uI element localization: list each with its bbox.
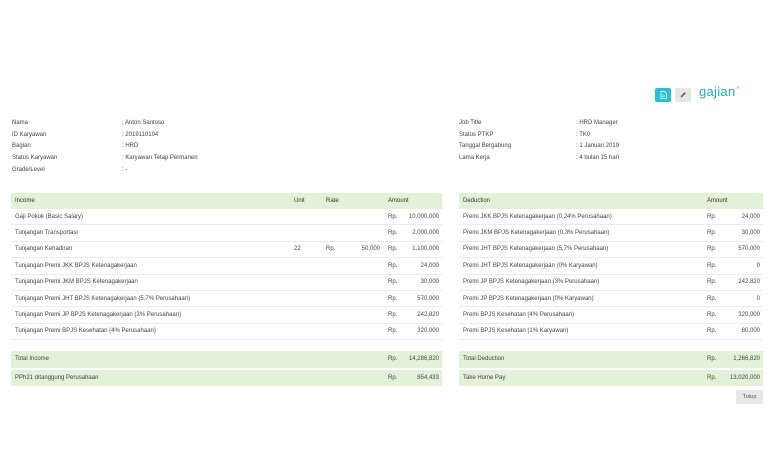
info-row — [459, 117, 619, 129]
info-label: Lama Kerja — [459, 155, 490, 162]
amount-currency: Rp. — [388, 262, 398, 269]
info-row — [12, 141, 198, 153]
income-item-amount — [386, 246, 442, 252]
amount-value: 24,000 — [420, 262, 439, 269]
amount-value: 570,000 — [738, 246, 760, 253]
income-item-amount — [386, 279, 442, 285]
income-item-amount — [386, 328, 442, 334]
info-label: Status Karyawan — [12, 155, 58, 162]
employee-info-right — [459, 117, 619, 164]
income-item-unit: 22 — [294, 246, 301, 253]
income-col-unit: Unit — [294, 198, 305, 204]
income-total-row — [11, 351, 442, 368]
income-item-name: Tunjangan Premi JHT BPJS Ketenagakerjaan (5,7% Perusahaan) — [15, 295, 191, 302]
amount-value: 320,000 — [417, 328, 439, 335]
info-row — [459, 141, 619, 153]
deduction-row — [459, 225, 763, 241]
amount-currency: Rp. — [388, 295, 398, 302]
income-item-amount — [386, 214, 442, 220]
amount-value: 30,000 — [420, 279, 439, 286]
deduction-item-amount — [705, 214, 763, 220]
amount-value: 1,100,000 — [412, 246, 439, 253]
income-item-amount — [386, 296, 442, 302]
amount-value: 80,000 — [741, 328, 760, 335]
amount-value: 854,433 — [417, 374, 439, 381]
amount-value: 242,820 — [738, 279, 760, 286]
total-label: Total Deduction — [463, 356, 505, 363]
deduction-col-amount: Amount — [707, 198, 728, 204]
amount-value: 242,820 — [417, 312, 439, 319]
income-item-amount — [386, 263, 442, 269]
amount-currency: Rp. — [707, 356, 717, 363]
deduction-row — [459, 258, 763, 274]
amount-currency: Rp. — [388, 213, 398, 220]
income-row — [11, 225, 442, 241]
deduction-header-row — [459, 193, 763, 209]
amount-value: 570,000 — [417, 295, 439, 302]
income-item-name: Tunjangan Premi JKK BPJS Ketenagakerjaan — [15, 262, 137, 269]
income-item-name: Tunjangan Transportasi — [15, 230, 78, 237]
deduction-item-name: Premi JP BPJS Ketenagakerjaan (0% Karyawan) — [463, 295, 594, 302]
income-item-rate — [326, 246, 386, 252]
info-label: ID Karyawan — [12, 131, 47, 138]
deduction-item-amount — [705, 246, 763, 252]
amount-currency: Rp. — [707, 246, 717, 253]
income-item-name: Tunjangan Premi BPJS Kesehatan (4% Perusahaan) — [15, 328, 156, 335]
amount-currency: Rp. — [707, 213, 717, 220]
amount-value: 14,286,820 — [408, 356, 439, 363]
income-item-name: Gaji Pokok (Basic Salary) — [15, 213, 84, 220]
total-label: Total Income — [15, 356, 50, 363]
income-header-row — [11, 193, 442, 209]
amount-currency: Rp. — [707, 312, 717, 319]
income-col-name: Income — [15, 198, 35, 204]
pencil-icon[interactable] — [675, 88, 691, 102]
deduction-row — [459, 291, 763, 307]
deduction-item-amount — [705, 230, 763, 236]
info-value: : HRD Manager — [576, 119, 618, 126]
income-item-amount — [386, 230, 442, 236]
rate-value: 50,000 — [361, 246, 380, 253]
deduction-row — [459, 209, 763, 225]
income-item-name: Tunjangan Kehadiran — [15, 246, 73, 253]
deduction-total-row — [459, 351, 763, 368]
deduction-row — [459, 307, 763, 323]
employee-info-left — [12, 117, 198, 176]
income-col-amount: Amount — [388, 198, 409, 204]
info-value: : - — [122, 167, 128, 174]
total-label: Take Home Pay — [463, 374, 506, 381]
amount-value: 0 — [756, 262, 760, 269]
amount-currency: Rp. — [707, 328, 717, 335]
info-value: : Karyawan Tetap Permanen — [122, 155, 198, 162]
brand-logo — [699, 84, 740, 99]
info-value: : HRD — [122, 143, 139, 150]
amount-currency: Rp. — [707, 295, 717, 302]
deduction-item-name: Premi BPJS Kesehatan (4% Perusahaan) — [463, 312, 575, 319]
amount-currency: Rp. — [388, 312, 398, 319]
amount-value: 0 — [756, 295, 760, 302]
info-value: : TK0 — [576, 131, 591, 138]
income-row — [11, 275, 442, 291]
deduction-row — [459, 275, 763, 291]
close-button[interactable]: Tutup — [736, 390, 763, 404]
amount-value: 320,000 — [738, 312, 760, 319]
info-label: Status PTKP — [459, 131, 494, 138]
info-row — [12, 164, 198, 176]
amount-value: 10,000,000 — [408, 213, 439, 220]
info-value: : 2019110104 — [122, 131, 159, 138]
income-row — [11, 324, 442, 340]
deduction-item-name: Premi JKK BPJS Ketenagakerjaan (0,24% Perusahaan) — [463, 213, 612, 220]
document-icon[interactable] — [655, 88, 671, 102]
deduction-item-amount — [705, 296, 763, 302]
total-label: PPh21 ditanggung Perusahaan — [15, 374, 99, 381]
income-row — [11, 242, 442, 258]
total-amount — [705, 375, 763, 381]
deduction-item-name: Premi JHT BPJS Ketenagakerjaan (5,7% Perusahaan) — [463, 246, 609, 253]
info-row — [12, 129, 198, 141]
toolbar — [655, 88, 691, 102]
rate-currency: Rp. — [326, 246, 336, 253]
info-label: Bagian — [12, 143, 31, 150]
info-label: Nama — [12, 119, 29, 126]
info-row — [459, 129, 619, 141]
deduction-row — [459, 324, 763, 340]
deduction-table — [459, 193, 763, 386]
amount-currency: Rp. — [388, 230, 398, 237]
amount-currency: Rp. — [707, 230, 717, 237]
amount-value: 30,000 — [741, 230, 760, 237]
total-amount — [705, 356, 763, 362]
amount-value: 2,000,000 — [412, 230, 439, 237]
trademark-mark: ® — [736, 85, 740, 90]
deduction-item-name: Premi BPJS Kesehatan (1% Karyawan) — [463, 328, 569, 335]
amount-currency: Rp. — [388, 374, 398, 381]
deduction-item-name: Premi JKM BPJS Ketenagakerjaan (0,3% Perusahaan) — [463, 230, 610, 237]
info-row — [12, 152, 198, 164]
income-item-name: Tunjangan Premi JKM BPJS Ketenagakerjaan — [15, 279, 138, 286]
deduction-total-row — [459, 370, 763, 387]
income-table — [11, 193, 442, 386]
info-row — [459, 152, 619, 164]
income-item-amount — [386, 312, 442, 318]
deduction-item-name: Premi JP BPJS Ketenagakerjaan (3% Perusahaan) — [463, 279, 600, 286]
income-row — [11, 307, 442, 323]
deduction-col-name: Deduction — [463, 198, 491, 204]
info-value: : 4 bulan 15 hari — [576, 155, 620, 162]
income-item-name: Tunjangan Premi JP BPJS Ketenagakerjaan (3% Perusahaan) — [15, 312, 182, 319]
info-label: Job Title — [459, 119, 482, 126]
amount-currency: Rp. — [707, 262, 717, 269]
deduction-item-name: Premi JHT BPJS Ketenagakerjaan (0% Karyawan) — [463, 262, 598, 269]
deduction-row — [459, 242, 763, 258]
info-value: : Anton Santoso — [122, 119, 165, 126]
info-label: Tanggal Bergabung — [459, 143, 512, 150]
amount-value: 1,266,820 — [733, 356, 760, 363]
info-value: : 1 Januari 2019 — [576, 143, 620, 150]
amount-currency: Rp. — [707, 374, 717, 381]
amount-currency: Rp. — [388, 246, 398, 253]
info-label: Grade/Level — [12, 167, 45, 174]
amount-value: 13,020,000 — [729, 374, 760, 381]
total-amount — [386, 356, 442, 362]
deduction-item-amount — [705, 279, 763, 285]
amount-currency: Rp. — [388, 328, 398, 335]
income-total-row — [11, 370, 442, 387]
info-row — [12, 117, 198, 129]
amount-value: 24,000 — [741, 213, 760, 220]
amount-currency: Rp. — [707, 279, 717, 286]
income-col-rate: Rate — [326, 198, 339, 204]
income-row — [11, 291, 442, 307]
income-row — [11, 258, 442, 274]
deduction-item-amount — [705, 263, 763, 269]
total-amount — [386, 375, 442, 381]
deduction-item-amount — [705, 312, 763, 318]
income-row — [11, 209, 442, 225]
amount-currency: Rp. — [388, 279, 398, 286]
deduction-item-amount — [705, 328, 763, 334]
amount-currency: Rp. — [388, 356, 398, 363]
logo-text: gajian — [699, 84, 736, 99]
